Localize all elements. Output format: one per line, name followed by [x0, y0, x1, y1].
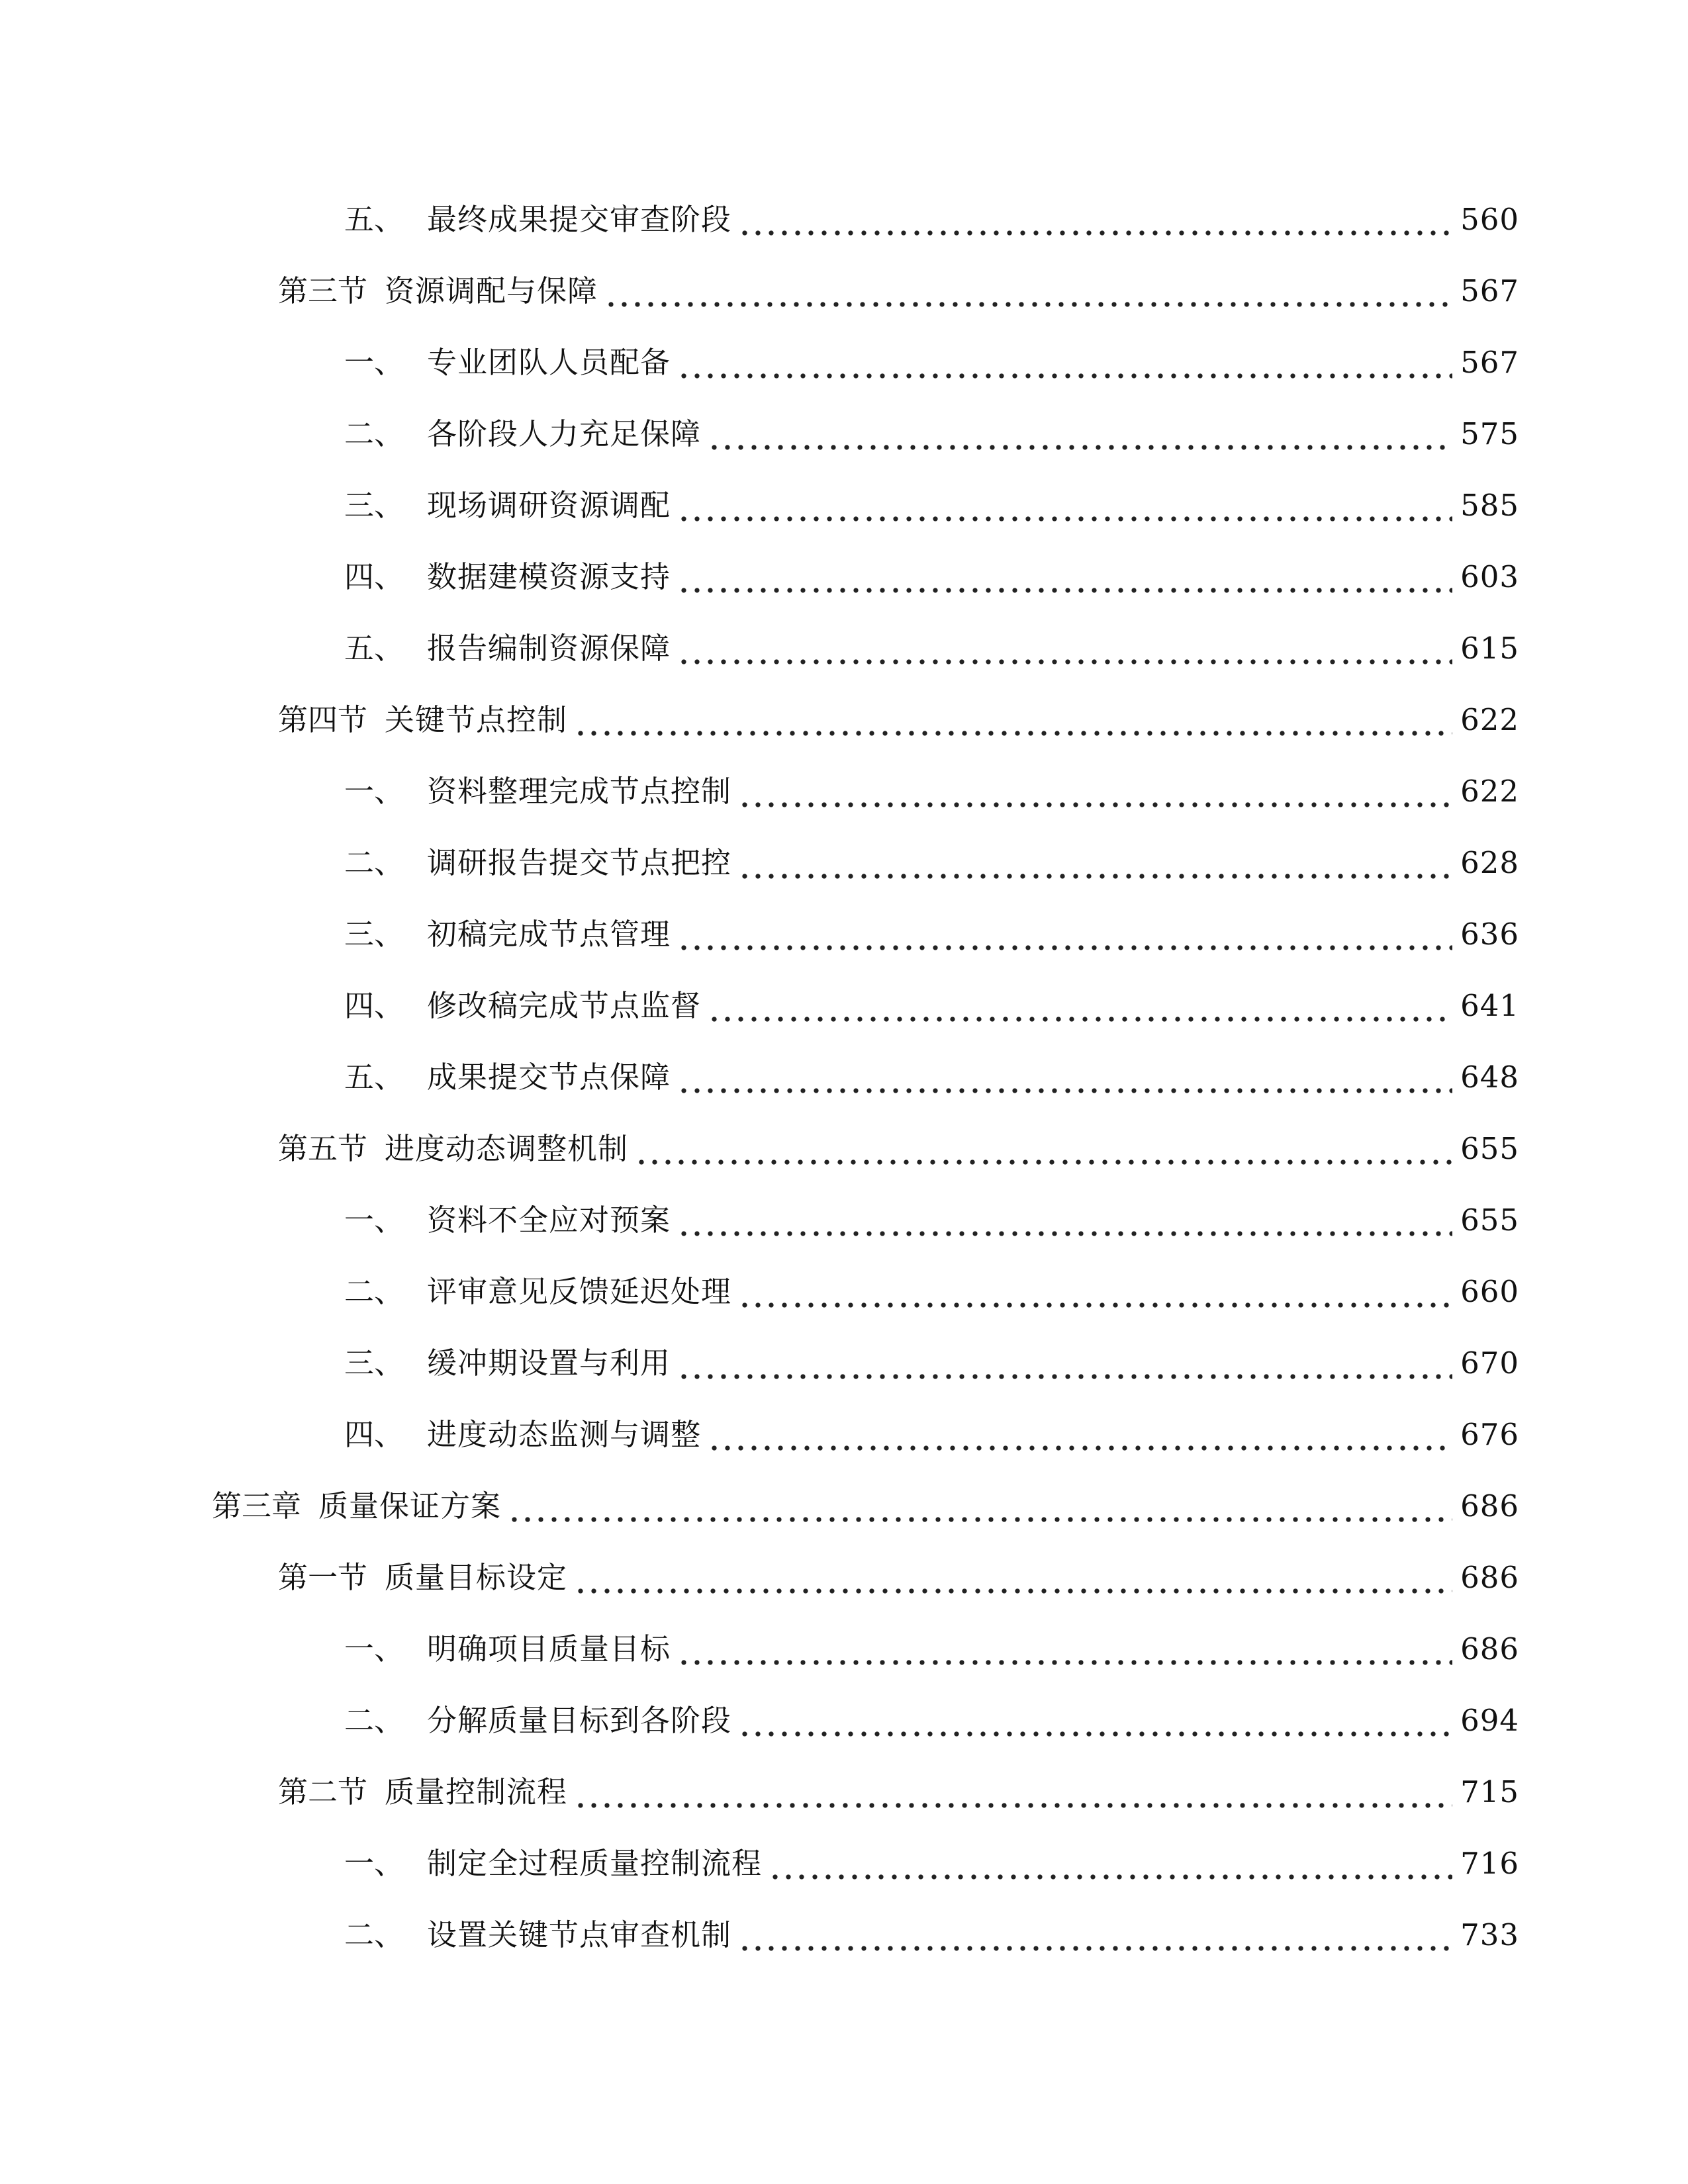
toc-entry[interactable]	[344, 1330, 1519, 1383]
toc-entry-title: 资料不全应对预案	[427, 1203, 671, 1238]
toc-entry-page: 694	[1460, 1703, 1519, 1738]
toc-entry[interactable]	[344, 330, 1519, 383]
toc-entry[interactable]	[344, 1902, 1519, 1955]
toc-entry-number: 五、	[344, 631, 404, 666]
toc-entry-title: 最终成果提交审查阶段	[427, 202, 732, 237]
toc-entry-title: 缓冲期设置与利用	[427, 1345, 671, 1381]
dot-leader	[677, 629, 1452, 668]
dot-leader	[677, 343, 1452, 383]
toc-entry[interactable]	[344, 401, 1519, 454]
toc-entry-number: 二、	[344, 1703, 404, 1738]
toc-entry-title: 设置关键节点审查机制	[427, 1917, 732, 1952]
toc-entry-number: 二、	[344, 845, 404, 880]
toc-entry-title: 修改稿完成节点监督	[427, 988, 702, 1023]
toc-entry-page: 575	[1460, 416, 1519, 451]
toc-entry[interactable]	[344, 1831, 1519, 1884]
toc-entry-title: 质量保证方案	[318, 1488, 502, 1524]
toc-entry[interactable]	[344, 1044, 1519, 1097]
toc-entry-title: 资料整理完成节点控制	[427, 774, 732, 809]
toc-entry-title: 关键节点控制	[385, 702, 568, 737]
toc-entry-page: 622	[1460, 774, 1519, 809]
toc-entry-number: 第五节	[278, 1131, 368, 1166]
toc-entry-number: 三、	[344, 1345, 404, 1381]
dot-leader	[708, 986, 1452, 1026]
toc-entry-number: 第二节	[278, 1774, 368, 1809]
toc-entry-number: 四、	[344, 988, 404, 1023]
toc-entry[interactable]	[278, 1759, 1519, 1812]
dot-leader	[677, 1343, 1452, 1383]
dot-leader	[604, 271, 1452, 311]
dot-leader	[738, 1272, 1452, 1312]
dot-leader	[769, 1844, 1452, 1884]
toc-entry-page: 560	[1460, 202, 1519, 237]
toc-entry-number: 一、	[344, 345, 404, 380]
toc-entry-number: 第三章	[212, 1488, 302, 1524]
dot-leader	[738, 1915, 1452, 1955]
toc-entry-page: 615	[1460, 631, 1519, 666]
toc-entry-title: 成果提交节点保障	[427, 1060, 671, 1095]
dot-leader	[574, 1558, 1452, 1598]
toc-entry-page: 686	[1460, 1560, 1519, 1595]
toc-entry-page: 733	[1460, 1917, 1519, 1952]
toc-entry-number: 五、	[344, 1060, 404, 1095]
toc-entry[interactable]	[344, 1616, 1519, 1669]
toc-entry-title: 进度动态调整机制	[385, 1131, 629, 1166]
toc-entry-page: 655	[1460, 1131, 1519, 1166]
toc-entry-title: 明确项目质量目标	[427, 1631, 671, 1666]
toc-entry[interactable]	[278, 1545, 1519, 1598]
toc-entry-page: 585	[1460, 488, 1519, 523]
toc-entry-number: 一、	[344, 774, 404, 809]
toc-entry[interactable]	[344, 187, 1519, 240]
dot-leader	[677, 1629, 1452, 1669]
toc-entry-title: 进度动态监测与调整	[427, 1417, 702, 1452]
toc-entry-page: 603	[1460, 559, 1519, 594]
toc-entry-page: 655	[1460, 1203, 1519, 1238]
toc-entry-number: 四、	[344, 559, 404, 594]
toc-entry-number: 二、	[344, 416, 404, 451]
toc-entry-page: 686	[1460, 1488, 1519, 1524]
toc-entry[interactable]	[344, 1187, 1519, 1240]
toc-entry-page: 622	[1460, 702, 1519, 737]
toc-entry-title: 质量目标设定	[385, 1560, 568, 1595]
toc-entry-title: 初稿完成节点管理	[427, 917, 671, 952]
toc-entry[interactable]	[278, 1116, 1519, 1169]
toc-entry-title: 调研报告提交节点把控	[427, 845, 732, 880]
toc-entry[interactable]	[344, 615, 1519, 668]
toc-entry-page: 715	[1460, 1774, 1519, 1809]
dot-leader	[677, 1058, 1452, 1097]
toc-entry-number: 二、	[344, 1917, 404, 1952]
dot-leader	[708, 1415, 1452, 1455]
toc-entry[interactable]	[278, 258, 1519, 311]
toc-entry-page: 676	[1460, 1417, 1519, 1452]
dot-leader	[508, 1486, 1452, 1526]
toc-entry-number: 一、	[344, 1846, 404, 1881]
toc-entry-page: 628	[1460, 845, 1519, 880]
dot-leader	[738, 200, 1452, 240]
toc-entry-number: 二、	[344, 1274, 404, 1309]
toc-entry-number: 一、	[344, 1631, 404, 1666]
toc-entry-page: 567	[1460, 345, 1519, 380]
toc-entry-title: 资源调配与保障	[385, 273, 598, 308]
toc-entry-page: 660	[1460, 1274, 1519, 1309]
dot-leader	[574, 700, 1452, 740]
toc-entry[interactable]	[344, 901, 1519, 954]
toc-entry-title: 评审意见反馈延迟处理	[427, 1274, 732, 1309]
toc-entry-number: 五、	[344, 202, 404, 237]
dot-leader	[677, 915, 1452, 954]
toc-entry-page: 716	[1460, 1846, 1519, 1881]
toc-entry-page: 648	[1460, 1060, 1519, 1095]
toc-entry-title: 质量控制流程	[385, 1774, 568, 1809]
toc-entry-number: 四、	[344, 1417, 404, 1452]
dot-leader	[738, 772, 1452, 811]
dot-leader	[708, 414, 1452, 454]
dot-leader	[677, 557, 1452, 597]
toc-entry[interactable]	[344, 544, 1519, 597]
toc-entry[interactable]	[344, 830, 1519, 883]
toc-entry[interactable]	[344, 1402, 1519, 1455]
toc-entry[interactable]	[344, 758, 1519, 811]
toc-entry[interactable]	[344, 473, 1519, 525]
toc-entry[interactable]	[344, 1688, 1519, 1741]
dot-leader	[677, 1201, 1452, 1240]
toc-entry-page: 686	[1460, 1631, 1519, 1666]
toc-entry[interactable]	[212, 1473, 1519, 1526]
toc-entry-title: 报告编制资源保障	[427, 631, 671, 666]
dot-leader	[677, 486, 1452, 525]
toc-entry-number: 第四节	[278, 702, 368, 737]
toc-entry-title: 专业团队人员配备	[427, 345, 671, 380]
toc-entry[interactable]	[344, 1259, 1519, 1312]
toc-entry-title: 制定全过程质量控制流程	[427, 1846, 763, 1881]
toc-entry-page: 641	[1460, 988, 1519, 1023]
dot-leader	[738, 1701, 1452, 1741]
toc-entry-title: 数据建模资源支持	[427, 559, 671, 594]
toc-entry-number: 第三节	[278, 273, 368, 308]
toc-entry[interactable]	[344, 973, 1519, 1026]
toc-entry[interactable]	[278, 687, 1519, 740]
dot-leader	[635, 1129, 1452, 1169]
toc-entry-page: 567	[1460, 273, 1519, 308]
toc-entry-number: 一、	[344, 1203, 404, 1238]
dot-leader	[574, 1772, 1452, 1812]
toc-entry-number: 三、	[344, 917, 404, 952]
toc-entry-title: 各阶段人力充足保障	[427, 416, 702, 451]
toc-entry-number: 第一节	[278, 1560, 368, 1595]
toc-entry-title: 现场调研资源调配	[427, 488, 671, 523]
toc-entry-title: 分解质量目标到各阶段	[427, 1703, 732, 1738]
toc-entry-page: 636	[1460, 917, 1519, 952]
toc-entry-page: 670	[1460, 1345, 1519, 1381]
dot-leader	[738, 843, 1452, 883]
toc-entry-number: 三、	[344, 488, 404, 523]
